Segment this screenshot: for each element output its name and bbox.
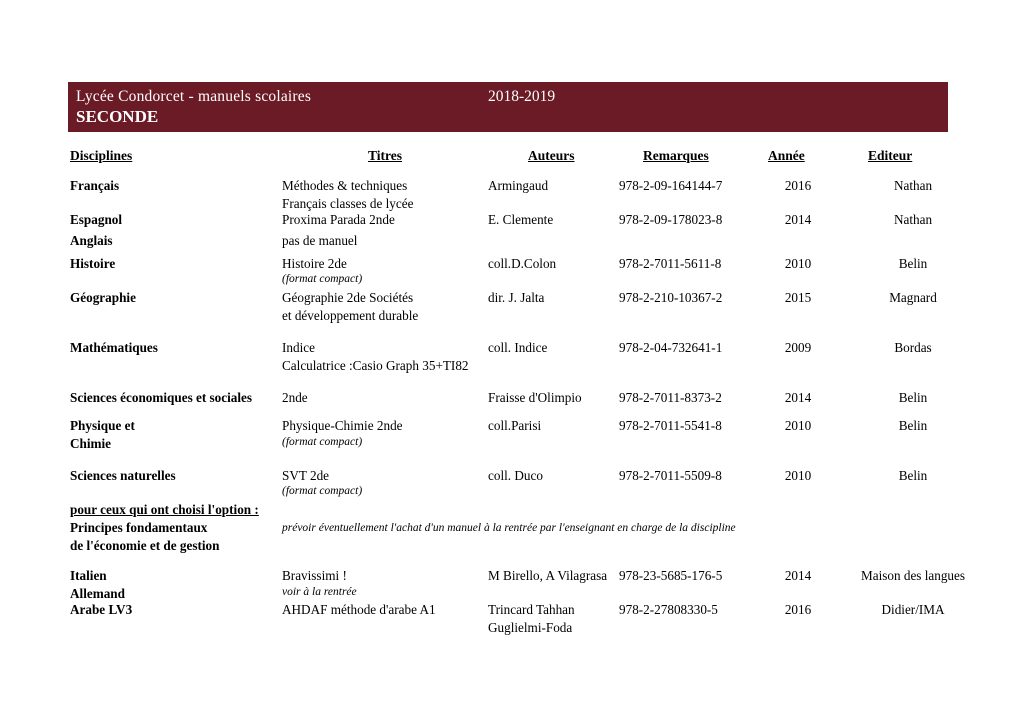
cell-editor: Nathan bbox=[893, 212, 933, 227]
cell-authors: coll.D.Colon bbox=[488, 256, 557, 271]
cell-discipline: Espagnol bbox=[70, 212, 123, 227]
cell-discipline: Histoire bbox=[70, 256, 116, 271]
cell-editor: Magnard bbox=[889, 290, 937, 305]
column-header-annee: Année bbox=[768, 148, 805, 163]
cell-title: Histoire 2de bbox=[282, 256, 347, 271]
cell-remarks: 978-2-7011-5541-8 bbox=[619, 418, 722, 433]
cell-discipline: Sciences économiques et sociales bbox=[70, 390, 253, 405]
cell-remarks: 978-2-04-732641-1 bbox=[619, 340, 723, 355]
cell-year: 2015 bbox=[784, 290, 812, 305]
class-level: SECONDE bbox=[76, 107, 159, 126]
cell-title: Proxima Parada 2nde bbox=[282, 212, 395, 227]
cell-title: SVT 2de bbox=[282, 468, 330, 483]
cell-remarks: 978-2-27808330-5 bbox=[619, 602, 718, 617]
column-header-disciplines: Disciplines bbox=[70, 148, 133, 163]
cell-year: 2014 bbox=[784, 568, 812, 583]
cell-year: 2016 bbox=[784, 178, 812, 193]
cell-discipline: Arabe LV3 bbox=[70, 602, 133, 617]
column-header-titres: Titres bbox=[368, 148, 403, 163]
cell-discipline: Italien bbox=[70, 568, 107, 583]
cell-authors: coll. Duco bbox=[488, 468, 543, 483]
cell-title: Bravissimi ! bbox=[282, 568, 347, 583]
cell-editor: Belin bbox=[898, 468, 928, 483]
cell-authors: dir. J. Jalta bbox=[488, 290, 545, 305]
header-banner bbox=[68, 82, 948, 132]
cell-authors: M Birello, A Vilagrasa bbox=[488, 568, 608, 583]
cell-remarks: 978-2-210-10367-2 bbox=[619, 290, 723, 305]
cell-year: 2009 bbox=[784, 340, 812, 355]
cell-authors: E. Clemente bbox=[488, 212, 554, 227]
cell-discipline: Physique et bbox=[70, 418, 135, 433]
cell-authors: Armingaud bbox=[488, 178, 549, 193]
cell-discipline: Chimie bbox=[70, 436, 112, 451]
cell-title-secondary: (format compact) bbox=[282, 485, 363, 497]
cell-discipline: Sciences naturelles bbox=[70, 468, 176, 483]
cell-year: 2010 bbox=[784, 256, 812, 271]
table-column-headers bbox=[68, 148, 948, 166]
option-line-1: Principes fondamentaux bbox=[70, 520, 208, 535]
cell-discipline: Français bbox=[70, 178, 120, 193]
cell-year: 2014 bbox=[784, 212, 812, 227]
cell-editor: Didier/IMA bbox=[881, 602, 945, 617]
cell-remarks: 978-2-7011-5509-8 bbox=[619, 468, 722, 483]
cell-title-secondary: Calculatrice :Casio Graph 35+TI82 bbox=[282, 358, 469, 373]
cell-title: Géographie 2de Sociétés bbox=[282, 290, 414, 305]
column-header-remarques: Remarques bbox=[643, 148, 709, 163]
cell-discipline: Allemand bbox=[70, 586, 125, 601]
cell-editor: Belin bbox=[898, 256, 928, 271]
cell-title: pas de manuel bbox=[282, 233, 358, 248]
column-header-auteurs: Auteurs bbox=[528, 148, 575, 163]
cell-remarks: 978-2-7011-8373-2 bbox=[619, 390, 722, 405]
cell-authors: Fraisse d'Olimpio bbox=[488, 390, 582, 405]
cell-editor: Belin bbox=[898, 390, 928, 405]
cell-editor: Bordas bbox=[894, 340, 932, 355]
cell-title: Méthodes & techniques bbox=[282, 178, 408, 193]
cell-year: 2010 bbox=[784, 468, 812, 483]
cell-title-secondary: et développement durable bbox=[282, 308, 419, 323]
cell-authors: Trincard Tahhan bbox=[488, 602, 575, 617]
cell-title: Physique-Chimie 2nde bbox=[282, 418, 403, 433]
school-year: 2018-2019 bbox=[488, 88, 556, 105]
cell-remarks: 978-2-09-164144-7 bbox=[619, 178, 723, 193]
cell-title: voir à la rentrée bbox=[282, 586, 357, 598]
cell-remarks: 978-2-09-178023-8 bbox=[619, 212, 723, 227]
cell-year: 2010 bbox=[784, 418, 812, 433]
cell-remarks: 978-23-5685-176-5 bbox=[619, 568, 723, 583]
cell-discipline: Anglais bbox=[70, 233, 113, 248]
cell-authors-secondary: Guglielmi-Foda bbox=[488, 620, 573, 635]
option-note: prévoir éventuellement l'achat d'un manuel à la rentrée par l'enseignant en charge de la discipline bbox=[282, 522, 736, 534]
cell-discipline: Géographie bbox=[70, 290, 136, 305]
cell-title: (format compact) bbox=[282, 436, 363, 448]
option-heading: pour ceux qui ont choisi l'option : bbox=[70, 502, 259, 517]
cell-title: Indice bbox=[282, 340, 315, 355]
cell-title-secondary: (format compact) bbox=[282, 273, 363, 285]
cell-editor: Belin bbox=[898, 418, 928, 433]
cell-remarks: 978-2-7011-5611-8 bbox=[619, 256, 722, 271]
cell-authors: coll. Indice bbox=[488, 340, 548, 355]
cell-editor: Maison des langues bbox=[860, 568, 966, 583]
cell-discipline: Mathématiques bbox=[70, 340, 158, 355]
cell-year: 2014 bbox=[784, 390, 812, 405]
column-header-editeur: Editeur bbox=[868, 148, 913, 163]
cell-year: 2016 bbox=[784, 602, 812, 617]
cell-authors: coll.Parisi bbox=[488, 418, 542, 433]
option-line-2: de l'économie et de gestion bbox=[70, 538, 220, 553]
cell-title: AHDAF méthode d'arabe A1 bbox=[282, 602, 436, 617]
school-title: Lycée Condorcet - manuels scolaires bbox=[76, 88, 312, 105]
cell-title: 2nde bbox=[282, 390, 308, 405]
cell-title-secondary: Français classes de lycée bbox=[282, 196, 414, 211]
cell-editor: Nathan bbox=[893, 178, 933, 193]
